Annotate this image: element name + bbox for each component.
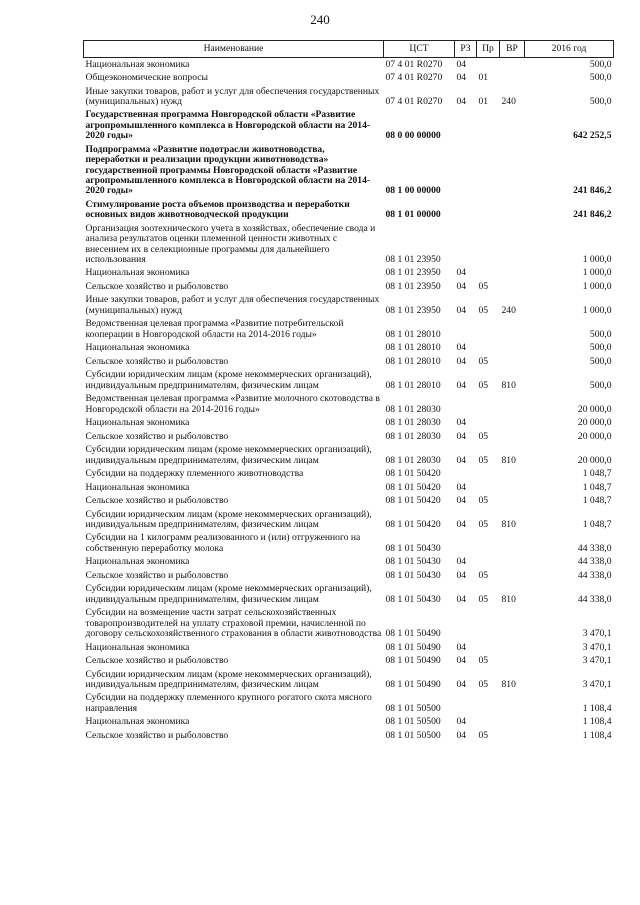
row-name: Национальная экономика [85, 556, 190, 568]
header-sum: 2016 год [525, 41, 614, 58]
row-name: Национальная экономика [85, 342, 190, 354]
row-name: Сельское хозяйство и рыболовство [85, 430, 229, 442]
table-row [84, 143, 614, 198]
row-rz-code: 04 [456, 716, 467, 728]
row-cst-code: 08 1 01 00000 [385, 209, 441, 221]
row-pr-code: 05 [478, 430, 489, 442]
row-name: Национальная экономика [85, 417, 190, 429]
table-row [84, 222, 614, 267]
row-vr-code [500, 58, 525, 72]
row-vr-code [500, 556, 525, 570]
row-amount: 500,0 [589, 58, 612, 70]
row-amount: 241 846,2 [573, 209, 612, 221]
row-cst-code: 08 1 01 28030 [385, 430, 441, 442]
row-cst-code: 08 1 01 28030 [385, 454, 441, 466]
row-name: Организация зоотехнического учета в хозяйствах, обеспечение свода и анализа результатов оценки племенной ценности животных с внесением их в селекционные программы для дальнейшего использования [85, 222, 376, 265]
row-name: Сельское хозяйство и рыболовство [85, 569, 229, 581]
row-name: Субсидии на поддержку племенного крупного рогатого скота мясного направления [85, 692, 372, 714]
row-cst-code: 07 4 01 R0270 [385, 72, 443, 83]
row-vr-code: 810 [501, 678, 516, 690]
row-vr-code [500, 72, 525, 86]
row-amount: 1 000,0 [582, 280, 612, 292]
row-name: Сельское хозяйство и рыболовство [85, 729, 229, 741]
row-pr-code: 05 [478, 655, 489, 667]
row-pr-code [477, 393, 500, 417]
row-rz-code: 04 [456, 280, 467, 292]
row-amount: 1 000,0 [582, 253, 612, 265]
row-amount: 3 470,1 [582, 678, 612, 690]
row-pr-code: 05 [478, 454, 489, 466]
row-vr-code [500, 355, 525, 369]
row-vr-code [500, 692, 525, 716]
row-pr-code [477, 58, 500, 72]
row-vr-code: 810 [501, 593, 516, 605]
row-rz-code: 04 [456, 58, 467, 70]
row-cst-code: 08 1 01 50420 [385, 518, 441, 530]
row-rz-code: 04 [456, 454, 467, 466]
row-vr-code [500, 267, 525, 281]
row-pr-code [477, 222, 500, 267]
row-pr-code [477, 143, 500, 198]
row-rz-code: 04 [456, 729, 467, 741]
row-amount: 1 108,4 [582, 729, 612, 741]
table-row [84, 355, 614, 369]
row-amount: 20 000,0 [577, 403, 612, 415]
row-cst-code: 08 1 01 50490 [385, 628, 441, 640]
row-name: Иные закупки товаров, работ и услуг для обеспечения государственных (муниципальных) нужд [85, 85, 380, 107]
row-pr-code [477, 556, 500, 570]
row-name: Сельское хозяйство и рыболовство [85, 355, 229, 367]
row-vr-code [500, 342, 525, 356]
row-pr-code: 05 [478, 355, 489, 367]
row-amount: 241 846,2 [573, 185, 612, 197]
table-row [84, 481, 614, 495]
row-name: Общеэкономические вопросы [85, 72, 208, 83]
row-pr-code [477, 716, 500, 730]
row-pr-code [477, 607, 500, 641]
row-name: Стимулирование роста объемов производства и переработки основных видов животноводческой продукции [85, 198, 350, 221]
row-vr-code [500, 468, 525, 482]
table-row [84, 318, 614, 342]
row-pr-code [477, 342, 500, 356]
table-row [84, 532, 614, 556]
row-cst-code: 08 1 01 23950 [385, 267, 441, 279]
row-vr-code: 240 [501, 304, 516, 316]
row-name: Субсидии юридическим лицам (кроме некоммерческих организаций), индивидуальным предпринимателям, физическим лицам [85, 369, 372, 391]
header-vr: ВР [500, 41, 525, 58]
row-pr-code: 05 [478, 304, 489, 316]
row-cst-code: 08 1 01 23950 [385, 304, 441, 316]
table-row [84, 85, 614, 109]
table-row [84, 692, 614, 716]
table-row [84, 569, 614, 583]
row-rz-code: 04 [456, 379, 467, 391]
row-cst-code: 08 1 01 50490 [385, 655, 441, 667]
row-rz-code [455, 222, 477, 267]
row-rz-code: 04 [456, 72, 467, 83]
header-name: Наименование [84, 41, 384, 58]
row-rz-code: 04 [456, 641, 467, 653]
row-vr-code [500, 607, 525, 641]
row-rz-code [455, 318, 477, 342]
row-cst-code: 08 1 01 50490 [385, 678, 441, 690]
row-pr-code: 05 [478, 379, 489, 391]
row-name: Сельское хозяйство и рыболовство [85, 655, 229, 667]
row-pr-code: 05 [478, 280, 489, 292]
row-amount: 3 470,1 [582, 641, 612, 653]
row-pr-code: 05 [478, 593, 489, 605]
row-vr-code [500, 417, 525, 431]
table-row [84, 294, 614, 318]
row-pr-code: 05 [478, 729, 489, 741]
table-row [84, 508, 614, 532]
row-amount: 1 000,0 [582, 267, 612, 279]
row-rz-code [455, 198, 477, 222]
table-header-row [84, 41, 614, 58]
row-pr-code: 05 [478, 678, 489, 690]
header-cst: ЦСТ [384, 41, 455, 58]
row-rz-code [455, 532, 477, 556]
row-vr-code [500, 198, 525, 222]
row-name: Государственная программа Новгородской области «Развитие агропромышленного комплекса в Новгородской области на 2014-2020 годы» [85, 109, 371, 142]
row-cst-code: 08 1 01 50500 [385, 729, 441, 741]
row-rz-code: 04 [456, 495, 467, 506]
table-row [84, 58, 614, 72]
row-name: Субсидии юридическим лицам (кроме некоммерческих организаций), индивидуальным предпринимателям, физическим лицам [85, 583, 372, 605]
row-name: Национальная экономика [85, 641, 190, 653]
row-vr-code [500, 109, 525, 143]
row-vr-code [500, 716, 525, 730]
table-row [84, 369, 614, 393]
row-amount: 500,0 [589, 342, 612, 354]
row-rz-code: 04 [456, 304, 467, 316]
row-name: Ведомственная целевая программа «Развитие молочного скотоводства в Новгородской области на 2014-2016 годы» [85, 393, 380, 415]
row-pr-code [477, 641, 500, 655]
row-cst-code: 08 1 01 50420 [385, 495, 441, 506]
row-cst-code: 07 4 01 R0270 [385, 58, 443, 70]
table-row [84, 716, 614, 730]
row-cst-code: 08 1 01 50500 [385, 716, 441, 728]
row-rz-code [455, 109, 477, 143]
row-pr-code [477, 468, 500, 482]
row-amount: 44 338,0 [577, 593, 612, 605]
budget-table [83, 40, 614, 743]
row-rz-code: 04 [456, 95, 467, 107]
row-vr-code [500, 318, 525, 342]
row-rz-code: 04 [456, 593, 467, 605]
row-rz-code: 04 [456, 518, 467, 530]
table-body [84, 58, 614, 743]
row-cst-code: 08 1 01 50430 [385, 556, 441, 568]
row-vr-code: 240 [501, 95, 516, 107]
table-row [84, 607, 614, 641]
row-vr-code [500, 280, 525, 294]
row-amount: 1 048,7 [582, 468, 612, 479]
row-cst-code: 08 1 01 28010 [385, 379, 441, 391]
row-rz-code [455, 143, 477, 198]
row-amount: 44 338,0 [577, 556, 612, 568]
row-rz-code [455, 393, 477, 417]
row-pr-code [477, 532, 500, 556]
row-pr-code [477, 318, 500, 342]
table-row [84, 393, 614, 417]
row-name: Сельское хозяйство и рыболовство [85, 280, 229, 292]
row-rz-code: 04 [456, 430, 467, 442]
row-name: Национальная экономика [85, 58, 190, 70]
row-rz-code: 04 [456, 655, 467, 667]
table-row [84, 72, 614, 86]
row-vr-code [500, 495, 525, 509]
row-amount: 500,0 [589, 72, 612, 83]
row-vr-code [500, 532, 525, 556]
row-rz-code: 04 [456, 342, 467, 354]
row-vr-code: 810 [501, 518, 516, 530]
row-amount: 642 252,5 [573, 130, 612, 142]
row-pr-code [477, 692, 500, 716]
table-row [84, 342, 614, 356]
row-pr-code: 05 [478, 569, 489, 581]
row-cst-code: 08 1 01 28010 [385, 328, 441, 340]
header-pr: Пр [477, 41, 500, 58]
row-rz-code: 04 [456, 417, 467, 429]
row-name: Субсидии на возмещение части затрат сельскохозяйственных товаропроизводителей на уплату страховой премии, начисленной по договору сельскохозяйственного страхования в области животноводства [85, 607, 382, 640]
table-row [84, 641, 614, 655]
table-row [84, 280, 614, 294]
row-cst-code: 08 1 01 50430 [385, 569, 441, 581]
table-row [84, 583, 614, 607]
row-amount: 1 048,7 [582, 495, 612, 506]
row-cst-code: 08 1 01 23950 [385, 280, 441, 292]
row-pr-code [477, 109, 500, 143]
row-amount: 500,0 [589, 355, 612, 367]
row-name: Иные закупки товаров, работ и услуг для обеспечения государственных (муниципальных) нужд [85, 294, 380, 316]
row-amount: 1 108,4 [582, 702, 612, 714]
row-vr-code [500, 430, 525, 444]
table-row [84, 729, 614, 743]
row-rz-code: 04 [456, 481, 467, 493]
row-name: Субсидии на поддержку племенного животноводства [85, 468, 304, 479]
row-amount: 44 338,0 [577, 569, 612, 581]
table-row [84, 109, 614, 143]
row-cst-code: 08 1 01 23950 [385, 253, 441, 265]
row-name: Национальная экономика [85, 716, 190, 728]
row-amount: 500,0 [589, 95, 612, 107]
row-cst-code: 07 4 01 R0270 [385, 95, 443, 107]
row-amount: 1 048,7 [582, 481, 612, 493]
row-cst-code: 08 1 01 28010 [385, 342, 441, 354]
row-vr-code: 810 [501, 379, 516, 391]
table-row [84, 430, 614, 444]
row-vr-code [500, 222, 525, 267]
row-rz-code: 04 [456, 678, 467, 690]
row-cst-code: 08 1 01 50420 [385, 468, 441, 479]
row-pr-code [477, 481, 500, 495]
row-name: Субсидии юридическим лицам (кроме некоммерческих организаций), индивидуальным предпринимателям, физическим лицам [85, 444, 372, 466]
page-number: 240 [310, 12, 330, 27]
row-pr-code [477, 198, 500, 222]
row-vr-code [500, 143, 525, 198]
row-cst-code: 08 0 00 00000 [385, 130, 441, 142]
row-rz-code: 04 [456, 569, 467, 581]
row-cst-code: 08 1 01 50430 [385, 542, 441, 554]
row-pr-code [477, 417, 500, 431]
row-vr-code [500, 393, 525, 417]
row-amount: 1 000,0 [582, 304, 612, 316]
row-name: Национальная экономика [85, 267, 190, 279]
row-vr-code [500, 569, 525, 583]
row-amount: 20 000,0 [577, 417, 612, 429]
row-amount: 500,0 [589, 379, 612, 391]
row-cst-code: 08 1 01 50500 [385, 702, 441, 714]
row-name: Сельское хозяйство и рыболовство [85, 495, 229, 506]
row-cst-code: 08 1 01 50420 [385, 481, 441, 493]
row-pr-code: 01 [478, 72, 489, 83]
table-row [84, 468, 614, 482]
table-row [84, 198, 614, 222]
row-amount: 500,0 [589, 328, 612, 340]
table-row [84, 655, 614, 669]
row-rz-code [455, 468, 477, 482]
row-amount: 44 338,0 [577, 542, 612, 554]
row-rz-code [455, 692, 477, 716]
row-vr-code [500, 655, 525, 669]
row-vr-code: 810 [501, 454, 516, 466]
row-amount: 20 000,0 [577, 454, 612, 466]
table-row [84, 556, 614, 570]
row-pr-code [477, 267, 500, 281]
table-row [84, 417, 614, 431]
row-name: Субсидии юридическим лицам (кроме некоммерческих организаций), индивидуальным предпринимателям, физическим лицам [85, 508, 372, 530]
row-amount: 1 048,7 [582, 518, 612, 530]
row-rz-code: 04 [456, 556, 467, 568]
row-amount: 3 470,1 [582, 628, 612, 640]
row-vr-code [500, 481, 525, 495]
row-rz-code [455, 607, 477, 641]
row-cst-code: 08 1 00 00000 [385, 185, 441, 197]
row-rz-code: 04 [456, 267, 467, 279]
row-name: Национальная экономика [85, 481, 190, 493]
row-name: Субсидии юридическим лицам (кроме некоммерческих организаций), индивидуальным предпринимателям, физическим лицам [85, 668, 372, 690]
row-pr-code: 01 [478, 95, 489, 107]
table-row [84, 267, 614, 281]
row-cst-code: 08 1 01 50490 [385, 641, 441, 653]
row-name: Подпрограмма «Развитие подотрасли животноводства, переработки и реализации продукции животноводства» государственной программы Новгородской области «Развитие агропромышленного комплекса в Новгородской области на 2014-2020 годы» [85, 143, 371, 197]
row-pr-code: 05 [478, 495, 489, 506]
row-cst-code: 08 1 01 50430 [385, 593, 441, 605]
header-rz: РЗ [455, 41, 477, 58]
row-name: Субсидии на 1 килограмм реализованного и (или) отгруженного на собственную переработку молока [85, 532, 361, 554]
row-amount: 20 000,0 [577, 430, 612, 442]
row-amount: 1 108,4 [582, 716, 612, 728]
row-vr-code [500, 641, 525, 655]
table-row [84, 495, 614, 509]
row-cst-code: 08 1 01 28030 [385, 403, 441, 415]
row-amount: 3 470,1 [582, 655, 612, 667]
row-pr-code: 05 [478, 518, 489, 530]
table-row [84, 668, 614, 692]
row-vr-code [500, 729, 525, 743]
table-row [84, 444, 614, 468]
row-cst-code: 08 1 01 28030 [385, 417, 441, 429]
row-rz-code: 04 [456, 355, 467, 367]
row-cst-code: 08 1 01 28010 [385, 355, 441, 367]
row-name: Ведомственная целевая программа «Развитие потребительской кооперации в Новгородской области на 2014-2016 годы» [85, 318, 344, 340]
